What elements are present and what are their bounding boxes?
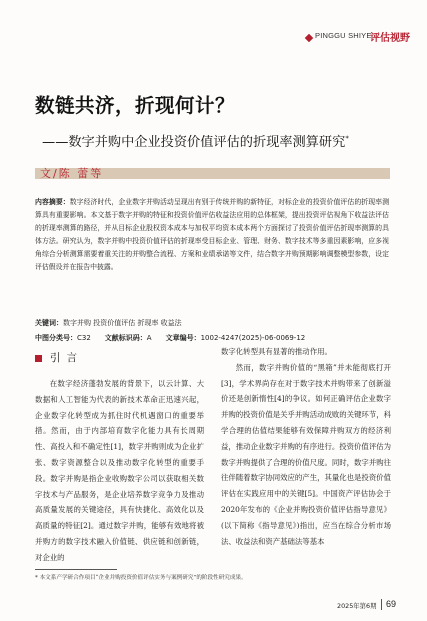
- body-paragraph: 数字化转型具有显著的推动作用。: [221, 347, 332, 356]
- footnote-rule: [35, 569, 117, 570]
- body-column-right: [221, 344, 391, 549]
- abstract: [35, 196, 389, 273]
- body-paragraph: 在数字经济蓬勃发展的背景下，以云计算、大数据和人工智能为代表的新技术革命正迅速兴起，企业数字化转型成为抓住时代机遇窗口的重要举措。然而，由于内部培育数字化能力具有长周期性、高投入和不确定性[1]，数字并购则成为企业扩张、数字资源整合以及推动数字化转型的重要手段。数字并购是指企业收购数字公司以获取相关数字技术与产品服务，是企业培养数字竞争力及推动高质量发展的关键途径，具有快捷化、高效化以及高质量的特征[2]。通过数字并购，能够有效地将被并购方的数字技术融入价值链、供应链和创新链，对企业的: [35, 379, 204, 562]
- subtitle-text: ——数字并购中企业投资价值评估的折现率测算研究: [42, 135, 346, 150]
- journal-brand: PINGGU SHIYE: [315, 31, 372, 40]
- keywords-text: 数字并购 投资价值评估 折现率 收益法: [63, 319, 182, 327]
- clc-label: 中图分类号：: [35, 334, 77, 342]
- classification-row: [35, 333, 319, 343]
- issue-label: 2025年第6期: [337, 602, 377, 610]
- article-subtitle: [42, 131, 349, 150]
- page-number: 69: [386, 599, 397, 609]
- abstract-label: 内容摘要：: [35, 198, 70, 206]
- author-byline: 文/陈 蕾等: [40, 167, 104, 180]
- keywords: [35, 318, 182, 328]
- footnote: * 本文系产学研合作项目“企业并购投资价值评估实务与案例研究”的阶段性研究成果。: [35, 575, 247, 581]
- body-paragraph: 然而，数字并购价值的“黑箱”并未能彻底打开[3]，学术界尚存在对于数字技术并购带来了创新溢价还是创新惰性[4]的争议。如何正确评估企业数字并购的投资价值是关乎并购活动成败的关键环节，科学合理的估值结果能够有效保障并购双方的经济利益，推动企业数字并购的有序进行。投资价值评估为数字并购提供了合理的价值尺度。同时，数字并购往往伴随着数字协同效应的产生，其量化也是投资价值评估在实践应用中的关键[5]。中国资产评估协会于2020年发布的《企业并购投资价值评估指导意见》(以下简称《指导意见》)指出，应当在综合分析市场法、收益法和资产基础法等基本: [221, 362, 391, 546]
- abstract-text: 数字经济时代，企业数字并购活动呈现出有别于传统并购的新特征，对标企业的投资价值评估的折现率测算具有重要影响。本文基于数字并购的特征和投资价值评估收益法应用的总体框架，提出投资评估视角下收益法评估的折现率测算的路径，并从目标企业股权资本成本与加权平均资本成本两个方面探讨了投资价值评估折现率测算的具体方法。研究认为，数字并购中投资价值评估的折现率受目标企业、管理、财务、数字技术等多重因素影响，应多视角综合分析测算需要着重关注的并购整合流程、方案和业绩承诺等文件，结合数字并购预期影响调整模型参数，设定评估假设并在报告中披露。: [35, 198, 390, 271]
- doc-code-value: A: [146, 334, 152, 342]
- header-diamond-icon: [305, 34, 313, 42]
- article-number-value: 1002-4247(2025)-06-0069-12: [200, 334, 306, 342]
- subtitle-note-mark: *: [345, 134, 349, 143]
- doc-code-label: 文献标识码：: [104, 334, 147, 342]
- article-title: 数链共济，折现何计？: [35, 94, 236, 117]
- body-column-left: [35, 376, 204, 566]
- clc-value: C32: [77, 334, 91, 342]
- footer-divider: [381, 599, 382, 610]
- section-square-icon: [35, 355, 42, 362]
- article-number-label: 文章编号：: [165, 334, 201, 342]
- keywords-label: 关键词：: [35, 319, 63, 327]
- section-heading: 引言: [50, 352, 83, 364]
- section-label: 评估视野: [370, 33, 410, 44]
